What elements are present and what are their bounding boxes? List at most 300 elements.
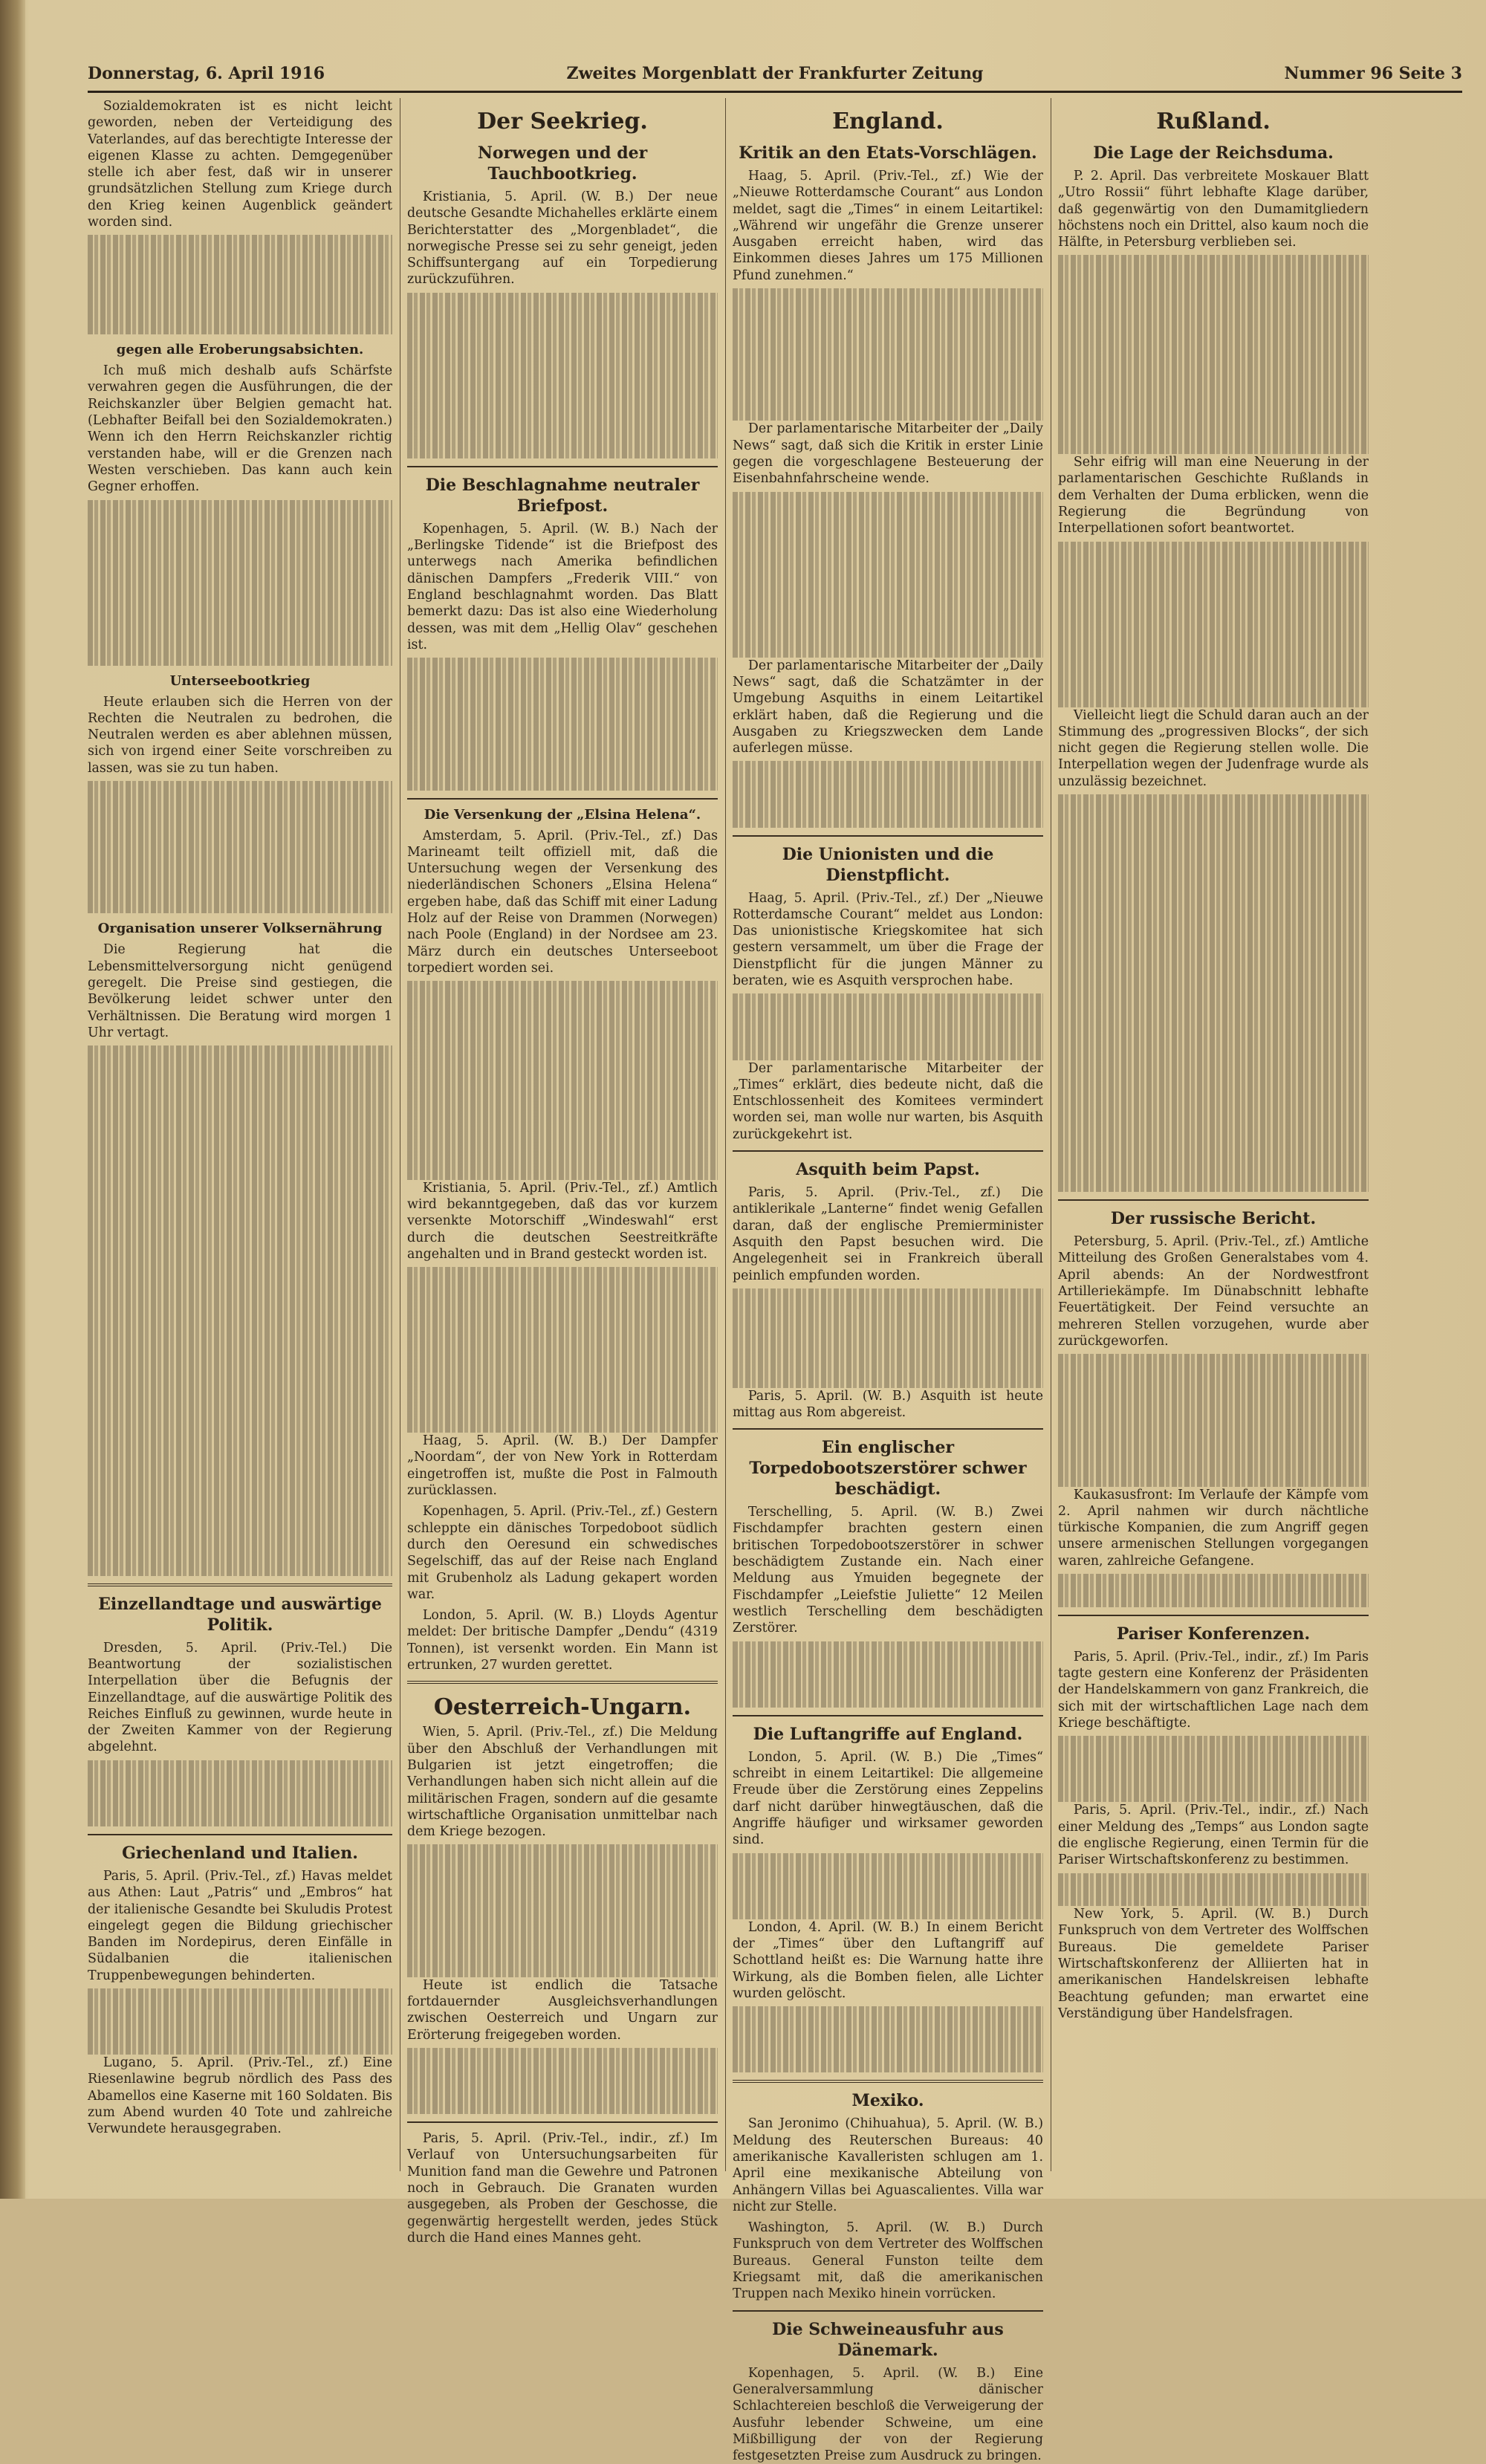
text-line: [1058, 944, 1369, 960]
section-divider: [733, 2310, 1043, 2312]
section-divider: [733, 1715, 1043, 1716]
text-line: [88, 1543, 392, 1559]
text-line: [1058, 322, 1369, 338]
article-paragraph: Kristiania, 5. April. (Priv.-Tel., zf.) Amtlich wird bekanntgegeben, daß das vor kurzem versenkte Motorschiff „Windeswahl“ erst durch die deutschen Seestreitkräfte angehalten und in Brand gesteckt worden ist.: [407, 1180, 718, 1262]
text-line: [88, 268, 392, 285]
article-paragraph: Paris, 5. April. (W. B.) Asquith ist heute mittag aus Rom abgereist.: [733, 1388, 1043, 1420]
text-line: [1058, 1736, 1369, 1752]
text-line: [88, 1509, 392, 1526]
text-line: [88, 831, 392, 847]
text-line: [88, 649, 392, 665]
article-paragraph: Wien, 5. April. (Priv.-Tel., zf.) Die Meldung über den Abschluß der Verhandlungen mit Bulgarien ist jetzt eingetroffen; die Verhandlungen haben sich nicht allein auf die militärischen Fragen, sondern auf die gesamte wirtschaftliche Organisation unmittelbar nach dem Kriege bezogen.: [407, 1725, 718, 1840]
text-line: [1058, 542, 1369, 558]
text-line: [733, 1690, 1043, 1707]
text-line: [1058, 828, 1369, 844]
text-line: [1058, 404, 1369, 421]
article-paragraph: Haag, 5. April. (Priv.-Tel., zf.) Der „Nieuwe Rotterdamsche Courant“ meldet aus London: Das unionistische Kriegskomitee hat sich gestern versammelt, um über die Frage der Dienstpflicht für die jungen Männer zu beraten, wie es Asquith versprochen habe.: [733, 890, 1043, 989]
text-line: [1058, 1890, 1369, 1906]
text-line: [88, 1443, 392, 1459]
text-line: [88, 1095, 392, 1112]
text-line: [88, 252, 392, 268]
section-divider: [88, 1583, 392, 1586]
text-line: [407, 392, 718, 409]
article-paragraph: Paris, 5. April. (Priv.-Tel., indir., zf.) Im Paris tagte gestern eine Konferenz der Präsidenten der Handelskammern von ganz Frankreich, die sich mit der wirtschaftlichen Lage nach dem Kriege beschäftigte.: [1058, 1649, 1369, 1731]
text-line: [1058, 1420, 1369, 1436]
text-line: [733, 1338, 1043, 1355]
section-divider: [407, 1681, 718, 1684]
heading-mexiko: Mexiko.: [851, 2091, 924, 2111]
text-line: [733, 2056, 1043, 2072]
text-line: [733, 1043, 1043, 1060]
text-line: [733, 1371, 1043, 1387]
text-line: [733, 2006, 1043, 2023]
text-line: [88, 1410, 392, 1427]
text-line: [1058, 255, 1369, 271]
text-line: [1058, 1092, 1369, 1109]
text-line: [1058, 910, 1369, 927]
text-line: [1058, 1043, 1369, 1059]
text-line: [88, 1195, 392, 1211]
text-line: [1058, 1176, 1369, 1192]
text-line: [407, 741, 718, 757]
text-line: [407, 1284, 718, 1300]
text-line: [1058, 1159, 1369, 1176]
text-line: [1058, 1076, 1369, 1092]
text-line: [88, 814, 392, 831]
text-line: [1058, 1752, 1369, 1768]
text-line: [88, 1129, 392, 1145]
text-line: [733, 778, 1043, 794]
text-line: [407, 674, 718, 690]
text-line: [733, 1305, 1043, 1321]
section-divider: [733, 1150, 1043, 1152]
text-line: [407, 1064, 718, 1080]
text-line: [733, 558, 1043, 574]
section-divider: [407, 466, 718, 467]
text-line: [88, 1427, 392, 1443]
text-line: [733, 1853, 1043, 1870]
article-paragraph: London, 5. April. (W. B.) Lloyds Agentur meldet: Der britische Dampfer „Dendu“ (4319 Tonnen), ist versenkt worden. Ein Mann ist ertrunken, 27 wurden gerettet.: [407, 1608, 718, 1673]
article-paragraph: London, 4. April. (W. B.) In einem Bericht der „Times“ über den Luftangriff auf Schottland heißt es: Die Warnung hatte ihre Wirkung, als die Bomben fielen, alle Lichter wurden gelöscht.: [733, 1919, 1043, 2001]
text-line: [733, 288, 1043, 305]
text-line: [407, 425, 718, 441]
masthead-page-number: Nummer 96 Seite 3: [1284, 64, 1462, 83]
column-1: [88, 98, 392, 2171]
heading-kritik: Kritik an den Etats-Vorschlägen.: [739, 143, 1037, 163]
text-line: [88, 1361, 392, 1377]
text-line: [733, 1027, 1043, 1043]
text-line: [88, 1493, 392, 1509]
text-line: [733, 1902, 1043, 1919]
article-paragraph: Paris, 5. April. (Priv.-Tel., indir., zf.) Im Verlauf von Untersuchungsarbeiten für Munition fand man die Gewehre und Patronen noch in Gebrauch. Die Granaten wurden ausgegeben, als Proben der Geschosse, die gegenwärtig hergestellt werden, jedes Stück durch die Hand eines Mannes geht.: [407, 2131, 718, 2246]
article-paragraph: Kopenhagen, 5. April. (W. B.) Eine Generalversammlung dänischer Schlachtereien beschloß die Verweigerung der Ausfuhr lebender Schweine, um eine Mißbilligung der von der Regierung festgesetzten Preise zum Ausdruck zu bringen.: [733, 2365, 1043, 2464]
text-line: [407, 757, 718, 774]
article-paragraph: Lugano, 5. April. (Priv.-Tel., zf.) Eine Riesenlawine begrub nördlich des Pass des Abamellos eine Kaserne mit 160 Soldaten. Bis zum Abend wurden 40 Tote und zahlreiche Verwundete herausgegraben.: [88, 2055, 392, 2137]
section-divider: [733, 2080, 1043, 2083]
text-line: [733, 794, 1043, 811]
article-paragraph: Heute erlauben sich die Herren von der Rechten die Neutralen zu bedrohen, die Neutralen werden es aber ablehnen müssen, sich von irgend einer Seite vorschreiben zu lassen, was sie zu tun haben.: [88, 694, 392, 776]
text-line: [88, 1810, 392, 1826]
text-line: [88, 1777, 392, 1793]
text-line: [88, 599, 392, 615]
text-line: [1058, 1404, 1369, 1420]
text-line: [88, 1261, 392, 1277]
text-line: [733, 591, 1043, 607]
article-paragraph: Sozialdemokraten ist es nicht leicht geworden, neben der Verteidigung des Vaterlandes, auf das berechtigte Interesse der eigenen Klasse zu achten. Demgegenüber stelle ich aber fest, daß wir in unserer grundsätzlichen Stellung zum Kriege durch den Krieg keinen Augenblick geändert worden sind.: [88, 99, 392, 230]
text-line: [88, 2038, 392, 2055]
text-line: [407, 691, 718, 707]
text-line: [1058, 960, 1369, 976]
article-paragraph: Paris, 5. April. (Priv.-Tel., zf.) Havas meldet aus Athen: Laut „Patris“ und „Embros“ hat der italienische Gesandte bei Skuludis Protest eingelegt gegen die Bildung griechischer Banden im Nordepirus, deren Einfälle in Südalbanien die italienischen Truppenbewegungen behinderten.: [88, 1868, 392, 1983]
text-line: [407, 658, 718, 674]
section-divider: [1058, 1615, 1369, 1616]
text-line: [88, 1211, 392, 1228]
article-paragraph: Paris, 5. April. (Priv.-Tel., indir., zf.) Nach einer Meldung des „Temps“ aus London sagte die englische Regierung, einen Termin für die Pariser Wirtschaftskonferenz zu bestimmen.: [1058, 1803, 1369, 1868]
article-paragraph: New York, 5. April. (W. B.) Durch Funkspruch von dem Vertreter des Wolffschen Bureaus. Die gemeldete Pariser Wirtschaftskonferenz der Alliierten hat in amerikanischen Handelskreisen lebhafte Beachtung gefunden; man erwartet eine Verständigung über Handelsfragen.: [1058, 1907, 1369, 2021]
text-line: [733, 1870, 1043, 1886]
text-line: [1058, 438, 1369, 454]
text-line: [733, 404, 1043, 421]
text-line: [1058, 894, 1369, 910]
text-line: [407, 2048, 718, 2064]
text-line: [88, 1145, 392, 1161]
text-line: [407, 1014, 718, 1031]
text-line: [733, 1011, 1043, 1027]
text-line: [1058, 1060, 1369, 1076]
text-line: [1058, 860, 1369, 877]
text-line: [1058, 641, 1369, 657]
text-line: [88, 1062, 392, 1078]
text-line: [407, 774, 718, 790]
text-line: [88, 1161, 392, 1178]
text-line: [1058, 927, 1369, 943]
text-line: [1058, 811, 1369, 827]
text-line: [88, 318, 392, 334]
text-line: [407, 1894, 718, 1910]
article-paragraph: Kopenhagen, 5. April. (W. B.) Nach der „Berlingske Tidende“ ist die Briefpost des unterwegs nach Amerika befindlichen dänischen Dampfers „Frederik VIII.“ von England beschlagnahmt worden. Das Blatt bemerkt dazu: Das ist also eine Wiederholung dessen, was mit dem „Hellig Olav“ geschehen ist.: [407, 521, 718, 652]
text-line: [733, 388, 1043, 404]
text-line: [407, 1400, 718, 1416]
text-line: [1058, 1370, 1369, 1387]
text-line: [88, 1377, 392, 1393]
text-line: [88, 632, 392, 649]
column-3: [733, 98, 1043, 2464]
text-line: [733, 1321, 1043, 1338]
text-line: [407, 1911, 718, 1928]
text-line: [88, 1460, 392, 1476]
text-line: [407, 343, 718, 359]
article-paragraph: Washington, 5. April. (W. B.) Durch Funkspruch von dem Vertreter des Wolffschen Bureaus. General Funston teilte dem Kriegsamt mit, daß die amerikanischen Truppen nach Mexiko hinein vorrücken.: [733, 2220, 1043, 2302]
text-line: [407, 1350, 718, 1366]
heading-reichsduma: Die Lage der Reichsduma.: [1093, 143, 1334, 163]
text-line: [733, 608, 1043, 624]
text-line: [88, 1079, 392, 1095]
heading-seekrieg: Der Seekrieg.: [477, 108, 648, 134]
text-line: [407, 1383, 718, 1399]
text-line: [1058, 591, 1369, 607]
text-line: [1058, 1470, 1369, 1486]
text-line: [407, 1366, 718, 1383]
text-line: [88, 1311, 392, 1327]
article-paragraph: San Jeronimo (Chihuahua), 5. April. (W. B.) Meldung des Reuterschen Bureaus: 40 amerikanische Kavalleristen schlugen am 1. April eine mexikanische Abteilung von Anhängern Villas bei Aguascalientes. Villa war nicht zur Stelle.: [733, 2116, 1043, 2214]
heading-norwegen: Norwegen und der Tauchbootkrieg.: [477, 143, 648, 184]
text-line: [1058, 421, 1369, 437]
text-line: [1058, 658, 1369, 674]
article-paragraph: Der parlamentarische Mitarbeiter der „Daily News“ sagt, daß sich die Kritik in erster Linie gegen die vorgeschlagene Besteuerung der Eisenbahnfahrscheine wende.: [733, 421, 1043, 487]
section-divider: [733, 1428, 1043, 1430]
text-line: [88, 566, 392, 583]
heading-luftangriffe: Die Luftangriffe auf England.: [753, 1724, 1023, 1744]
text-line: [733, 508, 1043, 525]
text-line: [1058, 305, 1369, 321]
text-line: [407, 1267, 718, 1283]
text-line: [407, 1944, 718, 1960]
text-line: [407, 1961, 718, 1977]
heading-schweineausfuhr: Die Schweineausfuhr aus Dänemark.: [772, 2319, 1004, 2360]
text-line: [88, 235, 392, 251]
column-4: [1058, 98, 1369, 2171]
text-line: [733, 338, 1043, 354]
text-line: [1058, 993, 1369, 1010]
article-paragraph: Amsterdam, 5. April. (Priv.-Tel., zf.) Das Marineamt teilt offiziell mit, daß die Untersuchung wegen der Versenkung des niederländischen Schoners „Elsina Helena“ ergeben habe, daß das Schiff mit einer Ladung Holz auf der Reise von Drammen (Norwegen) nach Poole (England) in der Nordsee am 23. März durch ein deutsches Unterseeboot torpediert worden sei.: [407, 828, 718, 976]
text-line: [1058, 1010, 1369, 1026]
article-paragraph: Vielleicht liegt die Schuld daran auch an der Stimmung des „progressiven Blocks“, der sich nicht gegen die Regierung stellen wolle. Die Interpellation wegen der Judenfrage wurde als unzulässig bezeichnet.: [1058, 707, 1369, 789]
article-paragraph: Kaukasusfront: Im Verlaufe der Kämpfe vom 2. April nahmen wir durch nächtliche türkische Kompanien, die zum Angriff gegen unsere armenischen Stellungen vorgegangen waren, zahlreiche Gefangene.: [1058, 1487, 1369, 1569]
text-line: [733, 492, 1043, 508]
text-line: [733, 525, 1043, 541]
text-line: [407, 2064, 718, 2081]
text-line: [88, 500, 392, 516]
text-line: [407, 2098, 718, 2114]
text-line: [88, 1327, 392, 1343]
text-line: [88, 285, 392, 301]
text-line: [1058, 1590, 1369, 1607]
text-line: [407, 1861, 718, 1878]
text-line: [1058, 1453, 1369, 1470]
text-line: [88, 533, 392, 549]
text-line: [88, 616, 392, 632]
text-line: [407, 1878, 718, 1894]
text-line: [1058, 1873, 1369, 1890]
text-line: [88, 583, 392, 599]
text-line: [407, 1130, 718, 1147]
text-line: [407, 1300, 718, 1317]
text-line: [1058, 1026, 1369, 1043]
text-line: [1058, 674, 1369, 690]
text-line: [1058, 1109, 1369, 1126]
text-line: [88, 881, 392, 897]
text-line: [407, 1416, 718, 1433]
heading-unionisten: Die Unionisten und die Dienstpflicht.: [782, 844, 994, 885]
text-line: [1058, 624, 1369, 641]
heading-beschlagnahme: Die Beschlagnahme neutraler Briefpost.: [425, 475, 700, 516]
text-line: [88, 516, 392, 533]
text-line: [1058, 1126, 1369, 1142]
text-line: [733, 2040, 1043, 2056]
text-line: [1058, 1786, 1369, 1802]
text-line: [88, 302, 392, 318]
text-line: [407, 1333, 718, 1349]
text-line: [1058, 372, 1369, 388]
heading-griechenland: Griechenland und Italien.: [122, 1843, 358, 1863]
text-line: [733, 322, 1043, 338]
heading-einzellandtage: Einzellandtage und auswärtige Politik.: [98, 1594, 382, 1635]
section-divider: [1058, 1199, 1369, 1201]
page-binding-edge: [0, 0, 25, 2199]
article-paragraph: Dresden, 5. April. (Priv.-Tel.) Die Beantwortung der sozialistischen Interpellation über die Befugnis der Einzellandtage, auf die auswärtige Politik des Reiches Einfluß zu gewinnen, wurde heute in der Zweiten Kammer von der Regierung abgelehnt.: [88, 1640, 392, 1755]
text-line: [1058, 1437, 1369, 1453]
article-paragraph: Kopenhagen, 5. April. (Priv.-Tel., zf.) Gestern schleppte ein dänisches Torpedoboot südlich durch den Oeresund ein schwedisches Segelschiff, das auf der Reise nach England mit Grubenholz als Ladung gekapert worden war.: [407, 1504, 718, 1602]
column-rule: [725, 98, 726, 2171]
masthead-date: Donnerstag, 6. April 1916: [88, 64, 325, 83]
text-line: [88, 1178, 392, 1195]
article-paragraph: Sehr eifrig will man eine Neuerung in der parlamentarischen Geschichte Rußlands in dem Verhalten der Duma erblicken, wenn die Regierung die Begründung von Interpellationen sofort beantwortet.: [1058, 455, 1369, 536]
text-line: [733, 305, 1043, 321]
text-line: [733, 372, 1043, 388]
text-line: [733, 1658, 1043, 1674]
article-paragraph: Kristiania, 5. April. (W. B.) Der neue deutsche Gesandte Michahelles erklärte einem Berichterstatter des „Morgenbladet“, die norwegische Presse sei zu sehr geneigt, jeden Schiffsuntergang auf ein Torpedierung zurückzuführen.: [407, 189, 718, 288]
text-line: [407, 375, 718, 392]
article-paragraph: Haag, 5. April. (W. B.) Der Dampfer „Noordam“, der von New York in Rotterdam eingetroffen ist, mußte die Post in Falmouth zurücklassen.: [407, 1433, 718, 1499]
article-paragraph: Ich muß mich deshalb aufs Schärfste verwahren gegen die Ausführungen, die der Reichskanzler über Belgien gemacht hat. (Lebhafter Beifall bei den Sozialdemokraten.) Wenn ich den Herrn Reichskanzler richtig verstanden habe, will er die Grenzen nach Westen verschieben. Das kann auch kein Gegner erhoffen.: [88, 363, 392, 495]
text-line: [1058, 1354, 1369, 1370]
text-line: [88, 549, 392, 565]
text-line: [88, 1526, 392, 1543]
text-line: [88, 863, 392, 880]
text-line: [88, 2005, 392, 2021]
article-paragraph: Haag, 5. April. (Priv.-Tel., zf.) Wie der „Nieuwe Rotterdamsche Courant“ aus London meldet, sagt die „Times“ in einem Leitartikel: „Während wir ungefähr die Grenze unserer Ausgaben erreicht haben, wird das Einkommen dieses Jahres um 175 Millionen Pfund zunehmen.“: [733, 169, 1043, 283]
article-paragraph: Die Regierung hat die Lebensmittelversorgung nicht genügend geregelt. Die Preise sind gestiegen, die Bevölkerung leidet schwer unter den Verhältnissen. Die Beratung wird morgen 1 Uhr vertagt.: [88, 942, 392, 1040]
text-line: [88, 1559, 392, 1575]
text-line: [1058, 338, 1369, 354]
text-line: [407, 1163, 718, 1179]
text-line: [1058, 558, 1369, 574]
text-line: [733, 1288, 1043, 1305]
text-line: [407, 359, 718, 375]
text-line: [733, 993, 1043, 1010]
section-divider: [88, 1834, 392, 1835]
text-line: [407, 1317, 718, 1333]
text-line: [88, 1343, 392, 1360]
text-line: [1058, 1142, 1369, 1158]
heading-oesterreich-ungarn: Oesterreich-Ungarn.: [433, 1694, 692, 1721]
text-line: [407, 707, 718, 724]
article-paragraph: Terschelling, 5. April. (W. B.) Zwei Fischdampfer brachten gestern einen britischen Torpedobootszerstörer in schwer beschädigtem Zustande ein. Nach einer Meldung aus Ymuiden begegnete der Fischdampfer „Leiefstie Juliette“ 12 Meilen westlich Terschelling dem beschädigten Zerstörer.: [733, 1505, 1043, 1636]
heading-elsina-helena: Die Versenkung der „Elsina Helena“.: [424, 806, 701, 823]
text-line: [1058, 1387, 1369, 1404]
text-line: [407, 1047, 718, 1063]
text-line: [733, 354, 1043, 371]
text-line: [733, 811, 1043, 827]
text-line: [88, 1045, 392, 1062]
column-2: [407, 98, 718, 2246]
article-paragraph: Heute ist endlich die Tatsache fortdauernder Ausgleichsverhandlungen zwischen Oesterreich und Ungarn zur Erörterung freigegeben worden.: [407, 1977, 718, 2043]
text-line: [1058, 272, 1369, 288]
text-line: [733, 761, 1043, 777]
text-line: [407, 309, 718, 325]
article-paragraph: Paris, 5. April. (Priv.-Tel., zf.) Die antiklerikale „Lanterne“ findet wenig Gefallen daran, daß der englische Premierminister Asquith den Papst besuchen wird. Die Angelegenheit sei in Frankreich überall peinlich empfunden worden.: [733, 1185, 1043, 1283]
text-line: [407, 1844, 718, 1861]
text-line: [733, 574, 1043, 591]
text-line: [1058, 690, 1369, 707]
text-line: [733, 624, 1043, 641]
text-line: [407, 724, 718, 740]
text-line: [407, 981, 718, 997]
text-line: [88, 1988, 392, 2005]
text-line: [407, 1147, 718, 1163]
text-line: [733, 641, 1043, 657]
heading-russischer-bericht: Der russische Bericht.: [1110, 1209, 1317, 1229]
text-line: [407, 1928, 718, 1944]
text-line: [88, 1793, 392, 1809]
text-line: [1058, 354, 1369, 371]
text-line: [407, 409, 718, 425]
text-line: [733, 1641, 1043, 1658]
text-line: [1058, 844, 1369, 860]
text-line: [1058, 877, 1369, 893]
text-line: [407, 441, 718, 458]
article-paragraph: P. 2. April. Das verbreitete Moskauer Blatt „Utro Rossii“ führt lebhafte Klage darüber, daß gegenwärtig von den Dumamitgliedern höchstens noch ein Drittel, also kaum noch die Hälfte, in Petersburg verblieben sei.: [1058, 169, 1369, 250]
heading-pariser-konferenzen: Pariser Konferenzen.: [1116, 1624, 1311, 1644]
section-divider: [407, 2121, 718, 2123]
article-paragraph: Petersburg, 5. April. (Priv.-Tel., zf.) Amtliche Mitteilung des Großen Generalstabes vom 4. April abends: An der Nordwestfront Artilleriekämpfe. Im Dünabschnitt lebhafte Feuertätigkeit. Der Feind versuchte an mehreren Stellen vorzugehen, wurde aber zurückgeworfen.: [1058, 1234, 1369, 1349]
text-line: [88, 1112, 392, 1128]
text-line: [1058, 288, 1369, 305]
text-line: [88, 781, 392, 797]
text-line: [88, 897, 392, 913]
heading-asquith: Asquith beim Papst.: [796, 1160, 980, 1180]
text-line: [88, 1760, 392, 1777]
text-line: [88, 1228, 392, 1244]
article-paragraph: Der parlamentarische Mitarbeiter der „Daily News“ sagt, daß die Schatzämter in der Umgebung Asquiths in einem Leitartikel erklärt haben, daß die Regierung und die Ausgaben zu Kriegszwecken dem Lande auferlegen müsse.: [733, 658, 1043, 756]
text-line: [407, 325, 718, 342]
text-line: [88, 1277, 392, 1294]
heading-torpedobootszerstoerer: Ein englischer Torpedobootszerstörer schwer beschädigt.: [749, 1438, 1027, 1500]
text-line: [88, 2022, 392, 2038]
text-line: [88, 1294, 392, 1311]
masthead-title: Zweites Morgenblatt der Frankfurter Zeitung: [566, 64, 984, 83]
text-line: [407, 1031, 718, 1047]
text-line: [733, 2023, 1043, 2040]
text-line: [733, 1355, 1043, 1371]
text-line: [1058, 608, 1369, 624]
text-line: [407, 293, 718, 309]
heading-russland: Rußland.: [1156, 108, 1271, 134]
text-line: [1058, 794, 1369, 811]
text-line: [407, 1114, 718, 1130]
subheading-volksernaehrung: Organisation unserer Volksernährung: [97, 921, 383, 937]
subheading-eroberung: gegen alle Eroberungsabsichten.: [116, 342, 364, 358]
text-line: [407, 1080, 718, 1097]
text-line: [733, 1674, 1043, 1690]
text-line: [407, 2081, 718, 2098]
text-line: [88, 1476, 392, 1493]
text-line: [88, 797, 392, 814]
section-divider: [407, 798, 718, 800]
text-line: [1058, 574, 1369, 591]
text-line: [733, 542, 1043, 558]
text-line: [407, 1097, 718, 1113]
text-line: [1058, 976, 1369, 993]
article-paragraph: Der parlamentarische Mitarbeiter der „Times“ erklärt, dies bedeute nicht, daß die Entschlossenheit des Komitees vermindert worden sei, man wolle nur warten, bis Asquith zurückgekehrt ist.: [733, 1060, 1043, 1142]
text-line: [88, 1393, 392, 1410]
text-line: [1058, 388, 1369, 404]
section-divider: [733, 835, 1043, 837]
masthead: [88, 61, 1462, 93]
text-line: [407, 997, 718, 1014]
article-paragraph: London, 5. April. (W. B.) Die „Times“ schreibt in einem Leitartikel: Die allgemeine Freude über die Zerstörung eines Zeppelins darf nicht darüber hinwegtäuschen, daß die Angriffe häufiger und wirksamer geworden sind.: [733, 1749, 1043, 1848]
text-line: [88, 1245, 392, 1261]
